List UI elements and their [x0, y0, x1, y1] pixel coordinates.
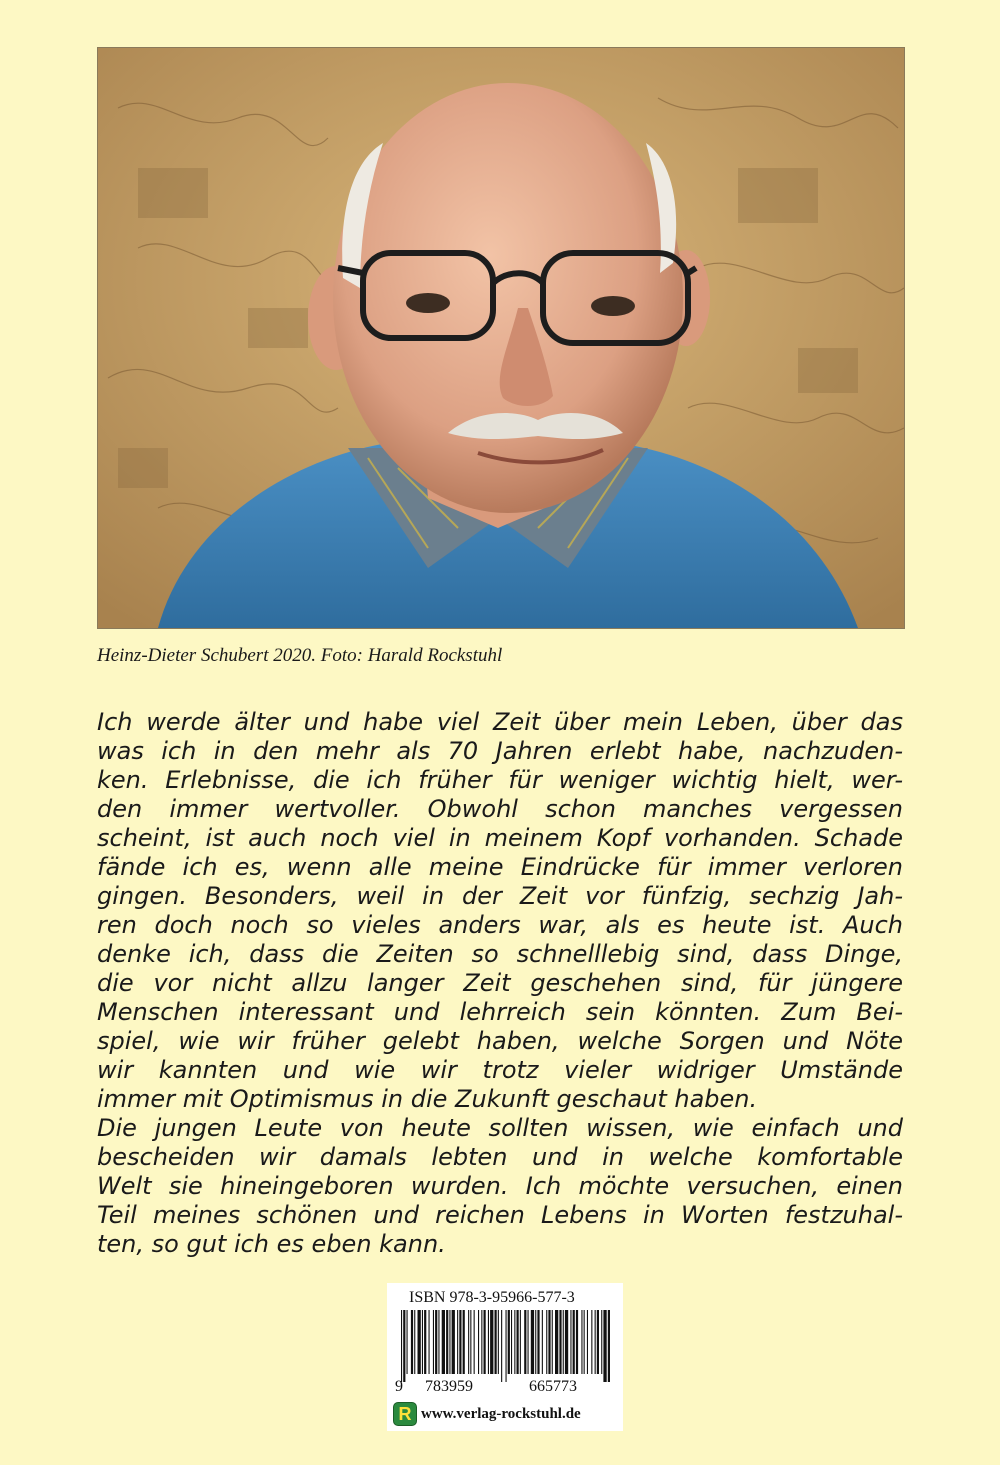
barcode-bar: [429, 1310, 430, 1374]
barcode-bar: [563, 1310, 564, 1374]
barcode-bar: [446, 1310, 448, 1374]
publisher-line: [393, 1402, 581, 1426]
barcode-bar: [576, 1310, 578, 1374]
blurb-line: ken. Erlebnisse, die ich früher für weniger wichtig hielt, wer-: [97, 766, 903, 794]
barcode-bar: [498, 1310, 499, 1374]
barcode-bar: [495, 1310, 497, 1374]
barcode-bar: [508, 1310, 510, 1374]
blurb-line: Teil meines schönen und reichen Lebens in Worten festzuhal-: [97, 1201, 903, 1229]
barcode-bar: [452, 1310, 455, 1374]
barcode-bar: [411, 1310, 413, 1374]
blurb-line: Die jungen Leute von heute sollten wissen, wie einfach und: [97, 1114, 903, 1142]
barcode-bar: [470, 1310, 471, 1374]
barcode-bar: [490, 1310, 493, 1374]
barcode-bar: [506, 1310, 507, 1382]
barcode-bar: [608, 1310, 610, 1382]
barcode-bar: [407, 1310, 408, 1374]
barcode-bar: [488, 1310, 489, 1374]
barcode-bar: [418, 1310, 421, 1374]
barcode-bar: [459, 1310, 461, 1374]
barcode-icon: [397, 1310, 613, 1382]
publisher-url[interactable]: www.verlag-rockstuhl.de: [421, 1405, 581, 1422]
barcode-bar: [484, 1310, 486, 1374]
portrait-illustration: [98, 48, 904, 628]
author-portrait-photo: [97, 47, 905, 629]
barcode-bar: [463, 1310, 465, 1374]
blurb-line: Welt sie hineingeboren wurden. Ich möchte versuchen, einen: [97, 1172, 903, 1200]
blurb-line: wir kannten und wie wir trotz vieler widriger Umstände: [97, 1056, 903, 1084]
blurb-line: scheint, ist auch noch viel in meinem Kopf vorhanden. Schade: [97, 824, 903, 852]
barcode-bar: [438, 1310, 439, 1374]
barcode-bar: [531, 1310, 534, 1374]
isbn-label: ISBN 978-3-95966-577-3: [409, 1289, 575, 1306]
blurb-line: ren doch noch so vieles anders war, als es heute ist. Auch: [97, 911, 903, 939]
isbn-barcode-box: [387, 1283, 623, 1431]
barcode-bar: [511, 1310, 512, 1374]
barcode-bar: [601, 1310, 602, 1374]
barcode-bar: [535, 1310, 536, 1374]
blurb-line: denke ich, dass die Zeiten so schnelllebig sind, dass Dinge,: [97, 940, 903, 968]
barcode-bar: [565, 1310, 568, 1374]
blurb-line: gingen. Besonders, weil in der Zeit vor fünfzig, sechzig Jah-: [97, 882, 903, 910]
barcode-bar: [555, 1310, 558, 1374]
barcode-bar: [584, 1310, 585, 1374]
barcode-bar: [573, 1310, 575, 1374]
barcode-bar: [587, 1310, 588, 1374]
barcode-digit-first: 9: [395, 1378, 403, 1395]
blurb-line: die vor nicht allzu langer Zeit geschehen sind, für jüngere: [97, 969, 903, 997]
barcode-bar: [524, 1310, 526, 1374]
book-blurb: [97, 708, 903, 1259]
barcode-bar: [449, 1310, 450, 1374]
barcode-bar: [546, 1310, 547, 1374]
barcode-bar: [514, 1310, 515, 1374]
barcode-bar: [478, 1310, 479, 1374]
blurb-line: Ich werde älter und habe viel Zeit über mein Leben, über das: [97, 708, 903, 736]
barcode-bar: [414, 1310, 415, 1374]
blurb-line: bescheiden wir damals lebten und in welche komfortable: [97, 1143, 903, 1171]
barcode-bar: [548, 1310, 550, 1374]
blurb-line: Menschen interessant und lehrreich sein könnten. Zum Bei-: [97, 998, 903, 1026]
barcode-digit-group-2: 665773: [529, 1378, 577, 1395]
barcode-bar: [595, 1310, 596, 1374]
barcode-bar: [528, 1310, 529, 1374]
barcode-bar: [542, 1310, 543, 1374]
barcode-digit-group-1: 783959: [425, 1378, 473, 1395]
blurb-line: spiel, wie wir früher gelebt haben, welche Sorgen und Nöte: [97, 1027, 903, 1055]
barcode-bar: [481, 1310, 482, 1374]
barcode-bar: [457, 1310, 458, 1374]
barcode-bar: [401, 1310, 402, 1382]
barcode-bar: [552, 1310, 553, 1374]
barcode-bar: [501, 1310, 502, 1382]
barcode-bar: [591, 1310, 592, 1374]
barcode-bar: [581, 1310, 582, 1374]
barcode-bar: [597, 1310, 599, 1374]
barcode-bar: [559, 1310, 561, 1374]
blurb-line: den immer wertvoller. Obwohl schon manches vergessen: [97, 795, 903, 823]
photo-caption: Heinz-Dieter Schubert 2020. Foto: Harald Rockstuhl: [97, 645, 503, 666]
barcode-bar: [424, 1310, 426, 1374]
publisher-logo-icon: R: [393, 1402, 417, 1426]
blurb-line: was ich in den mehr als 70 Jahren erlebt habe, nachzuden-: [97, 737, 903, 765]
blurb-line: fände ich es, wenn alle meine Eindrücke für immer verloren: [97, 853, 903, 881]
barcode-bar: [433, 1310, 434, 1374]
blurb-line: ten, so gut ich es eben kann.: [97, 1230, 446, 1258]
barcode-bar: [468, 1310, 469, 1374]
barcode-bar: [422, 1310, 423, 1374]
barcode-bar: [520, 1310, 521, 1374]
barcode-bar: [435, 1310, 437, 1374]
barcode-bar: [537, 1310, 539, 1374]
barcode-bar: [570, 1310, 571, 1374]
barcode-bar: [517, 1310, 519, 1374]
barcode-bar: [603, 1310, 606, 1382]
blurb-line: immer mit Optimismus in die Zukunft geschaut haben.: [97, 1085, 758, 1113]
barcode-bar: [442, 1310, 445, 1374]
barcode-bar: [403, 1310, 405, 1382]
barcode-bar: [474, 1310, 475, 1374]
